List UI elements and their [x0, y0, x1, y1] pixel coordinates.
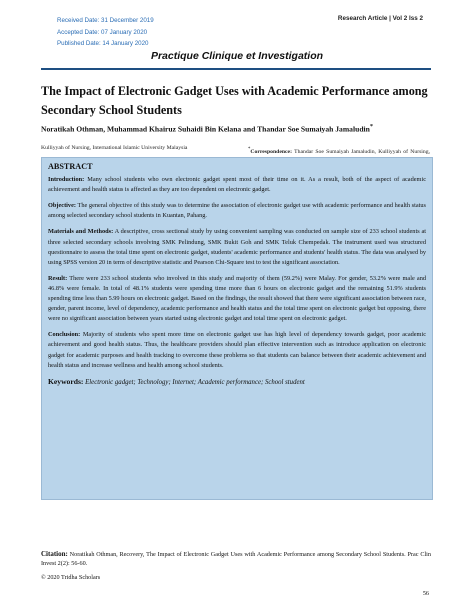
abstract-box	[41, 157, 433, 500]
keywords	[48, 377, 426, 388]
section-text: There were 233 school students who involved in this study and majority of them (59.2%) were Malay. For gender, 53.2% were male and 46.8% were female. In total of 48.1% students were spending time more than 6 hours on electronic gadget and the remaining 51.9% students spending time less than 5.99 hours on electronic gadget. Based on the findings, the result showed that there were significant association between race, gender, parent income, level of dependency, academic performance and health status and the total time spent on electronic gadget but opposing, there were no significant association between years started using electronic gadget and total time spent on electronic gadget.	[48, 274, 426, 323]
section-text: Majority of students who spent more time on electronic gadget use has high level of dependency towards gadget, poor academic achievement and good health status. Thus, the healthcare providers should plan effective intervention such as introduce application on electronic gadget for academic purposes and health tracking to overcome these problems so that students can balance between their academic achievement and health status and increase wellness and health among school students.	[48, 331, 426, 369]
accepted-date: Accepted Date: 07 January 2020	[57, 28, 148, 36]
abstract-objective	[48, 201, 426, 221]
affiliation: Kulliyyah of Nursing, International Islamic University Malaysia	[41, 145, 188, 151]
abstract-methods	[48, 227, 426, 267]
title-divider	[41, 68, 431, 70]
section-text: The general objective of this study was to determine the association of electronic gadget use with academic performance and health status among selected secondary school students in Kuantan, Pahang.	[48, 202, 426, 220]
citation-label: Citation:	[41, 550, 68, 558]
correspondence-asterisk: *	[248, 147, 251, 152]
citation-text: Noratikah Othman, Recovery, The Impact of Electronic Gadget Uses with Academic Performance among Secondary School Students. Prac Clin Invest 2(2): 56-60.	[41, 551, 431, 567]
section-text: Many school students who own electronic gadget spent most of their time on it. As a result, both of the aspect of academic achievement and health status is affected as they are too dependent on electronic gadget.	[48, 176, 426, 194]
journal-info: Research Article | Vol 2 Iss 2	[337, 15, 423, 22]
abstract-heading: ABSTRACT	[48, 162, 93, 171]
author-list	[41, 123, 441, 134]
section-label: Conclusion:	[48, 331, 81, 339]
article-dates	[57, 15, 154, 50]
correspondence-label: Correspondence:	[250, 148, 292, 155]
published-date: Published Date: 14 January 2020	[57, 40, 149, 47]
author-asterisk: *	[369, 123, 374, 130]
section-label: Result:	[48, 274, 68, 282]
page-number: 56	[422, 590, 429, 597]
keywords-text: Electronic gadget; Technology; Internet; Academic performance; School student	[83, 378, 305, 386]
section-label: Introduction:	[48, 176, 85, 184]
section-label: Objective:	[48, 202, 76, 210]
correspondence-text: Thandar Soe Sumaiyah Jamaludin, Kulliyyah of Nursing,	[294, 148, 430, 155]
copyright: © 2020 Tridha Scholars	[41, 574, 101, 581]
section-label: Materials and Methods:	[48, 228, 114, 236]
received-date: Received Date: 31 December 2019	[57, 17, 154, 24]
citation	[41, 550, 431, 568]
author-names: Noratikah Othman, Muhammad Khairuz Suhaidi Bin Kelana and Thandar Soe Sumaiyah Jamaludin	[41, 124, 370, 134]
abstract-introduction	[48, 175, 426, 195]
paper-title: The Impact of Electronic Gadget Uses with Academic Performance among Secondary School Students	[41, 84, 428, 117]
section-title: Practique Clinique et Investigation	[150, 50, 324, 62]
abstract-result	[48, 274, 426, 324]
section-text: A descriptive, cross sectional study by using convenient sampling was conducted on sample size of 233 school students at three selected secondary schools involving SMK Pelindung, SMK Bukit Goh and SMK Teluk Chempedak. The instrument used was structured questionnaire to assess the total time spent on electronic gadget, students' academic performance and students' health status. The data was analysed by using SPSS version 20 in term of descriptive statistic and Pearson Chi-Square test to test the significant association.	[48, 228, 426, 266]
abstract-conclusion	[48, 330, 426, 370]
keywords-label: Keywords:	[48, 376, 84, 386]
